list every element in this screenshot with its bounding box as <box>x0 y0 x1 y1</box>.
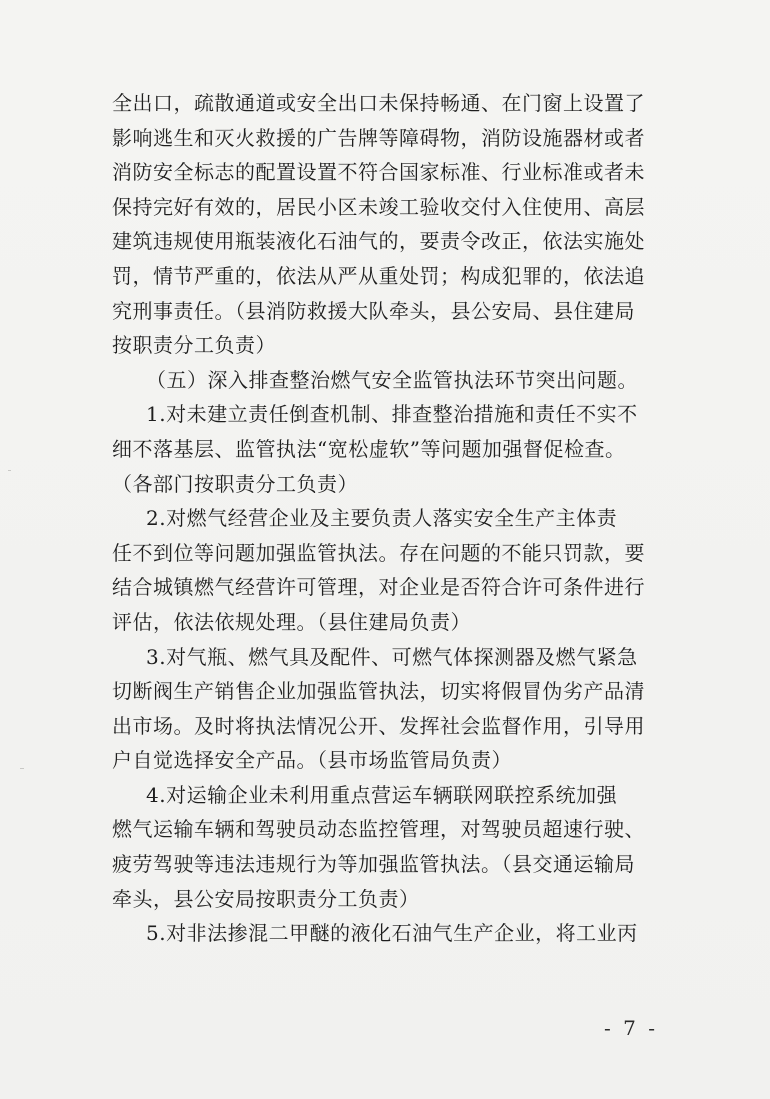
body-text <box>112 86 664 951</box>
text-line: 结合城镇燃气经营许可管理，对企业是否符合许可条件进行 <box>112 575 645 600</box>
text-line: 罚，情节严重的，依法从严从重处罚；构成犯罪的，依法追 <box>112 263 645 288</box>
list-item-start: 4.对运输企业未利用重点营运车辆联网联控系统加强 <box>146 782 618 807</box>
list-item-start: 3.对气瓶、燃气具及配件、可燃气体探测器及燃气紧急 <box>146 644 638 669</box>
text-line: 任不到位等问题加强监管执法。存在问题的不能只罚款，要 <box>112 540 645 565</box>
text-line: 疲劳驾驶等违法违规行为等加强监管执法。（县交通运输局 <box>112 852 635 877</box>
list-item-start: 2.对燃气经营企业及主要负责人落实安全生产主体责 <box>146 506 618 531</box>
text-line: 全出口，疏散通道或安全出口未保持畅通、在门窗上设置了 <box>112 91 645 115</box>
text-line: 影响逃生和灭火救援的广告牌等障碍物，消防设施器材或者 <box>112 125 645 150</box>
text-line: 出市场。及时将执法情况公开、发挥社会监督作用，引导用 <box>112 713 645 738</box>
list-item-start: 5.对非法掺混二甲醚的液化石油气生产企业，将工业丙 <box>146 921 638 946</box>
text-line: 牵头，县公安局按职责分工负责） <box>112 886 420 911</box>
text-line: 细不落基层、监管执法“宽松虚软”等问题加强督促检查。 <box>112 436 626 461</box>
text-line: 建筑违规使用瓶装液化石油气的，要责令改正，依法实施处 <box>112 229 645 254</box>
text-line: 消防安全标志的配置设置不符合国家标准、行业标准或者未 <box>112 160 645 185</box>
text-line: 究刑事责任。（县消防救援大队牵头，县公安局、县住建局 <box>112 298 635 323</box>
text-line: 按职责分工负责） <box>112 333 276 358</box>
page-number: - 7 - <box>604 1016 658 1040</box>
text-line: （各部门按职责分工负责） <box>112 471 358 496</box>
text-line: 户自觉选择安全产品。（县市场监管局负责） <box>112 748 512 773</box>
scan-mark <box>20 768 24 769</box>
section-heading: （五）深入排查整治燃气安全监管执法环节突出问题。 <box>146 367 638 392</box>
list-item-start: 1.对未建立责任倒查机制、排查整治措施和责任不实不 <box>146 402 638 427</box>
text-line: 评估，依法依规处理。（县住建局负责） <box>112 609 471 634</box>
scan-mark <box>8 470 11 471</box>
text-line: 切断阀生产销售企业加强监管执法，切实将假冒伪劣产品清 <box>112 679 645 704</box>
text-line: 燃气运输车辆和驾驶员动态监控管理，对驾驶员超速行驶、 <box>112 817 645 842</box>
text-line: 保持完好有效的，居民小区未竣工验收交付入住使用、高层 <box>112 194 645 219</box>
